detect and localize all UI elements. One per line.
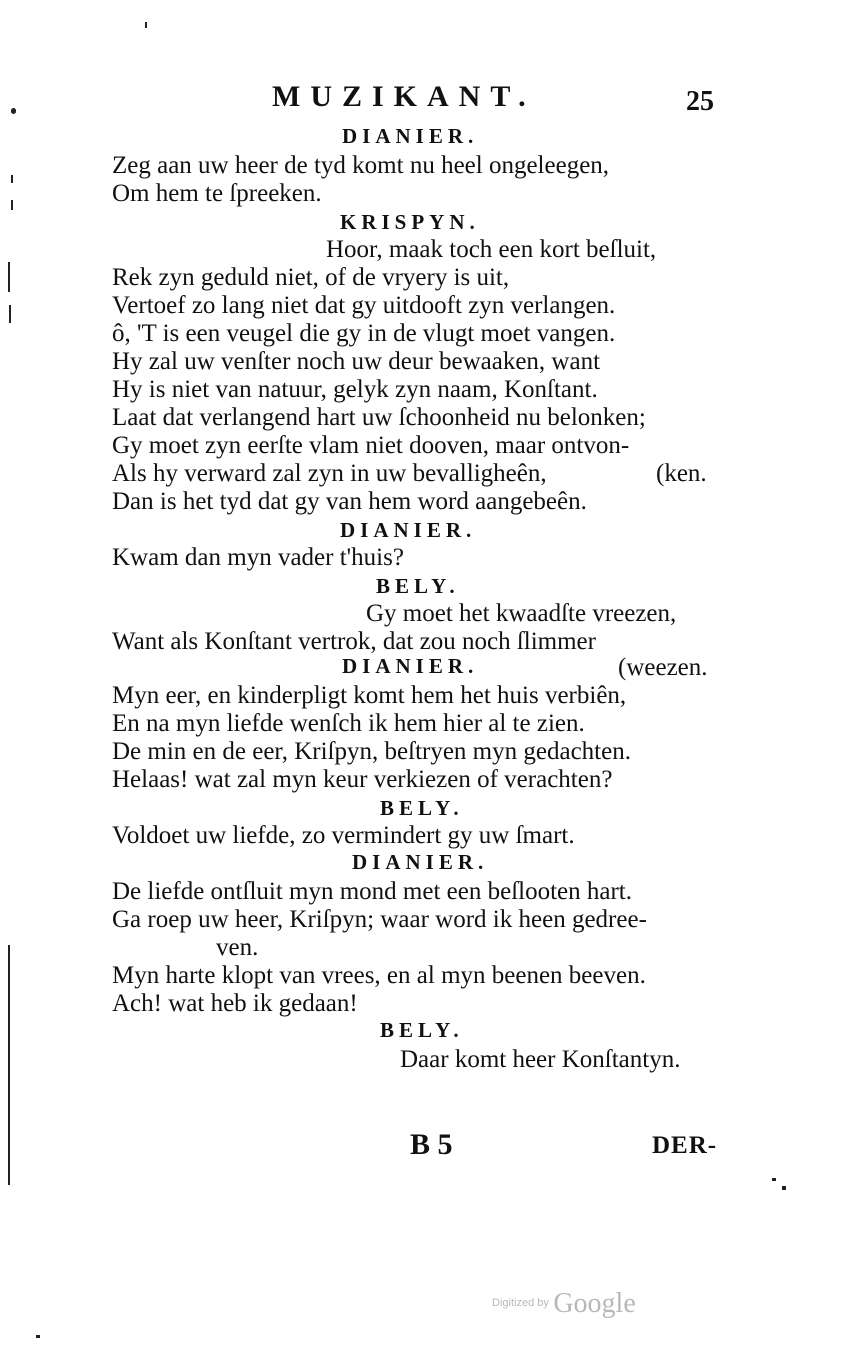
verse-line: Rek zyn geduld niet, of de vryery is uit, <box>112 264 510 291</box>
verse-line: Voldoet uw liefde, zo vermindert gy uw ſmart. <box>112 822 575 849</box>
running-title: MUZIKANT. <box>272 80 536 113</box>
scan-speck <box>11 200 13 210</box>
verse-line: De min en de eer, Kriſpyn, beſtryen myn gedachten. <box>112 738 631 765</box>
speaker-name: KRISPYN. <box>340 210 480 234</box>
verse-line: Vertoef zo lang niet dat gy uitdooft zyn verlangen. <box>112 292 616 319</box>
verse-line: Want als Konſtant vertrok, dat zou noch ſlimmer <box>112 628 596 655</box>
verse-line: Myn eer, en kinderpligt komt hem het huis verbiên, <box>112 682 627 709</box>
signature-mark: B 5 <box>410 1128 453 1161</box>
speaker-name: DIANIER. <box>342 654 479 678</box>
verse-line: ven. <box>216 934 259 961</box>
verse-line: Als hy verward zal zyn in uw bevalligheên, <box>112 460 547 487</box>
watermark-logo: Google <box>553 1288 636 1319</box>
catchword: DER- <box>652 1132 718 1159</box>
verse-line: Hoor, maak toch een kort beſluit, <box>326 236 657 263</box>
verse-line: Daar komt heer Konſtantyn. <box>400 1046 681 1073</box>
speaker-name: BELY. <box>380 1018 464 1042</box>
verse-line: Gy moet het kwaadſte vreezen, <box>366 600 677 627</box>
speaker-name: DIANIER. <box>352 850 489 874</box>
speaker-name: BELY. <box>376 574 460 598</box>
verse-line: Myn harte klopt van vrees, en al myn beenen beeven. <box>112 962 646 989</box>
verse-line: Zeg aan uw heer de tyd komt nu heel ongeleegen, <box>112 152 610 179</box>
speaker-name: BELY. <box>380 796 464 820</box>
scan-speck <box>9 305 11 323</box>
speaker-name: DIANIER. <box>340 518 477 542</box>
scan-speck <box>782 1186 786 1190</box>
verse-line: ô, 'T is een veugel die gy in de vlugt moet vangen. <box>112 320 616 347</box>
verse-line: Hy is niet van natuur, gelyk zyn naam, Konſtant. <box>112 376 598 403</box>
verse-line: De liefde ontſluit myn mond met een beſlooten hart. <box>112 878 633 905</box>
verse-line: Om hem te ſpreeken. <box>112 180 322 207</box>
scan-speck <box>11 108 16 114</box>
verse-line: Laat dat verlangend hart uw ſchoonheid nu belonken; <box>112 404 646 431</box>
verse-line: Hy zal uw venſter noch uw deur bewaaken, want <box>112 348 601 375</box>
verse-line: En na myn liefde wenſch ik hem hier al te zien. <box>112 710 585 737</box>
scan-speck <box>8 262 10 292</box>
scan-speck <box>36 1335 40 1338</box>
scan-speck <box>11 175 13 183</box>
page-number: 25 <box>686 86 714 117</box>
verse-line: Gy moet zyn eerſte vlam niet dooven, maar ontvon- <box>112 432 630 459</box>
verse-line: Helaas! wat zal myn keur verkiezen of verachten? <box>112 766 613 793</box>
turnover-text: (ken. <box>656 460 707 487</box>
scan-speck <box>8 945 10 1185</box>
verse-line: Ach! wat heb ik gedaan! <box>112 990 358 1017</box>
scan-speck <box>772 1178 776 1181</box>
verse-line: Dan is het tyd dat gy van hem word aangebeên. <box>112 488 587 515</box>
verse-line: Kwam dan myn vader t'huis? <box>112 544 404 571</box>
page-footer <box>0 1128 854 1168</box>
verse-line: Ga roep uw heer, Kriſpyn; waar word ik heen gedree- <box>112 906 647 933</box>
speaker-name: DIANIER. <box>342 124 479 148</box>
page-header <box>0 80 854 120</box>
digitization-watermark <box>492 1288 636 1320</box>
turnover-text: (weezen. <box>618 654 708 681</box>
scan-speck <box>145 22 147 28</box>
watermark-prefix: Digitized by <box>492 1297 549 1309</box>
